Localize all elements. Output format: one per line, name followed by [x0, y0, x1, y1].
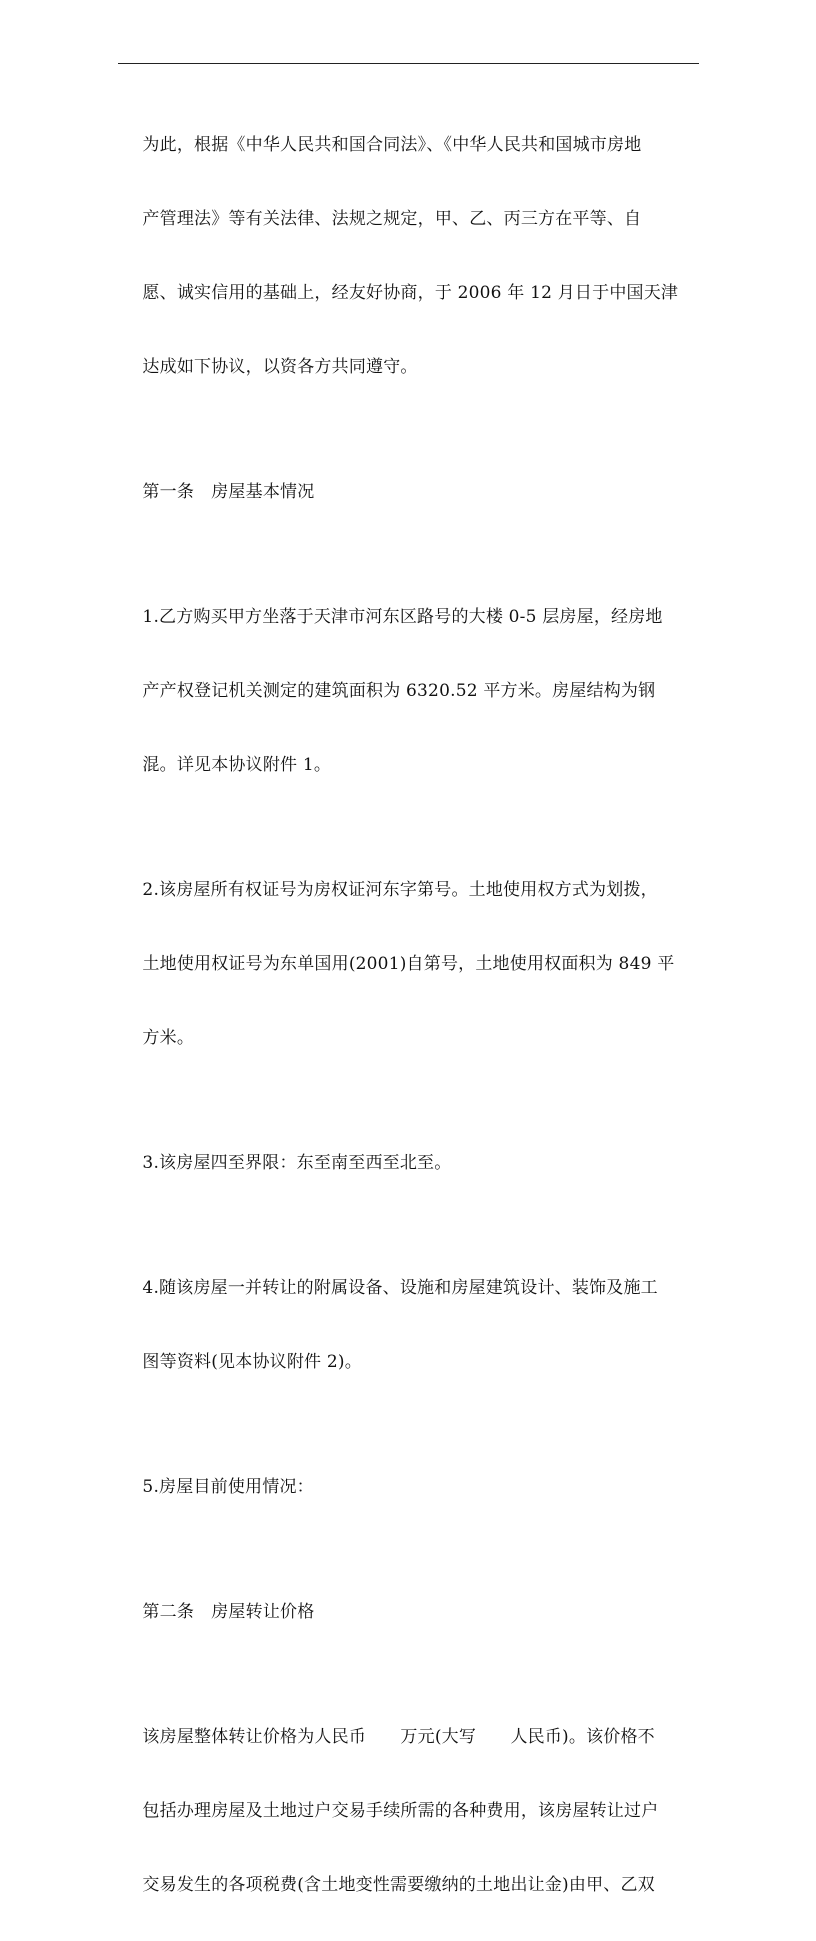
clause-1-3 — [120, 1108, 690, 1219]
clause-1-4 — [120, 1233, 690, 1418]
text-line: 图等资料(见本协议附件 2)。 — [142, 1352, 362, 1372]
text-line: 愿、诚实信用的基础上，经友好协商，于 2006 年 12 月日于中国天津 — [142, 283, 679, 303]
text-line: 为此，根据《中华人民共和国合同法》、《中华人民共和国城市房地 — [142, 135, 642, 155]
section-heading-article-2 — [120, 1557, 690, 1668]
clause-1-2 — [120, 835, 690, 1094]
paragraph-preamble — [120, 90, 690, 423]
text-line: 5.房屋目前使用情况： — [142, 1477, 314, 1497]
header-rule — [118, 63, 699, 64]
document-body — [120, 90, 690, 1941]
text-line: 产产权登记机关测定的建筑面积为 6320.52 平方米。房屋结构为钢 — [142, 681, 656, 701]
text-line: 交易发生的各项税费(含土地变性需要缴纳的土地出让金)由甲、乙双 — [142, 1875, 655, 1895]
text-line: 2.该房屋所有权证号为房权证河东字第号。土地使用权方式为划拨， — [142, 880, 658, 900]
text-line: 第一条 房屋基本情况 — [142, 482, 315, 502]
text-line: 3.该房屋四至界限：东至南至西至北至。 — [142, 1153, 452, 1173]
text-line: 达成如下协议，以资各方共同遵守。 — [142, 357, 418, 377]
text-line: 混。详见本协议附件 1。 — [142, 755, 332, 775]
text-line: 包括办理房屋及土地过户交易手续所需的各种费用，该房屋转让过户 — [142, 1801, 659, 1821]
text-line: 该房屋整体转让价格为人民币 万元(大写 人民币)。该价格不 — [142, 1727, 655, 1747]
text-line: 产管理法》等有关法律、法规之规定，甲、乙、丙三方在平等、自 — [142, 209, 642, 229]
section-heading-article-1 — [120, 437, 690, 548]
text-line: 第二条 房屋转让价格 — [142, 1602, 315, 1622]
clause-1-1 — [120, 562, 690, 821]
text-line: 土地使用权证号为东单国用(2001)自第号，土地使用权面积为 849 平 — [142, 954, 675, 974]
text-line: 方米。 — [142, 1028, 195, 1048]
clause-1-5 — [120, 1432, 690, 1543]
text-line: 1.乙方购买甲方坐落于天津市河东区路号的大楼 0-5 层房屋，经房地 — [142, 607, 663, 627]
text-line: 4.随该房屋一并转让的附属设备、设施和房屋建筑设计、装饰及施工 — [142, 1278, 658, 1298]
clause-2-price — [120, 1682, 690, 1941]
